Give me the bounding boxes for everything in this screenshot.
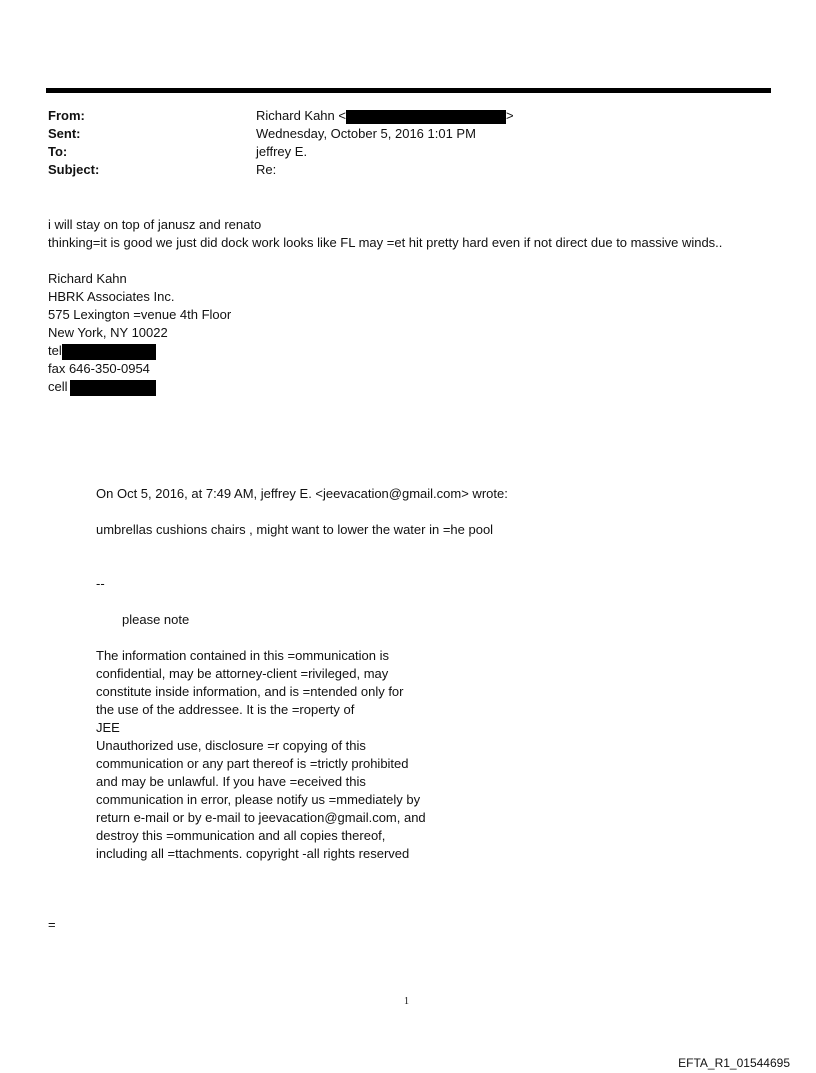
disclaimer-line: and may be unlawful. If you have =eceived this <box>96 774 366 789</box>
from-value <box>256 108 514 124</box>
redaction-box <box>70 380 156 396</box>
page-number: 1 <box>404 996 409 1007</box>
sent-value: Wednesday, October 5, 2016 1:01 PM <box>256 126 476 141</box>
disclaimer-line: return e-mail or by e-mail to jeevacation@gmail.com, and <box>96 810 426 825</box>
disclaimer-line: constitute inside information, and is =ntended only for <box>96 684 404 699</box>
signature-cell <box>48 378 156 396</box>
signature-company: HBRK Associates Inc. <box>48 289 175 304</box>
from-name: Richard Kahn < <box>256 108 346 123</box>
body-line-1: i will stay on top of janusz and renato <box>48 217 262 232</box>
body-line-2: thinking=it is good we just did dock work looks like FL may =et hit pretty hard even if not direct due to massive winds.. <box>48 235 723 250</box>
redaction-box <box>346 110 506 124</box>
from-close: > <box>505 108 514 123</box>
disclaimer-line: including all =ttachments. copyright -all rights reserved <box>96 846 410 861</box>
disclaimer-line: confidential, may be attorney-client =rivileged, may <box>96 666 389 681</box>
subject-value: Re: <box>256 162 277 177</box>
signature-name: Richard Kahn <box>48 271 127 286</box>
subject-label: Subject: <box>48 162 100 177</box>
disclaimer-line: communication in error, please notify us =mmediately by <box>96 792 421 807</box>
disclaimer-line: JEE <box>96 720 120 735</box>
quoted-intro: On Oct 5, 2016, at 7:49 AM, jeffrey E. <jeevacation@gmail.com> wrote: <box>96 486 508 501</box>
trailer-mark: = <box>48 917 56 932</box>
quoted-message: umbrellas cushions chairs , might want to lower the water in =he pool <box>96 522 494 537</box>
document-id: EFTA_R1_01544695 <box>678 1056 790 1070</box>
from-label: From: <box>48 108 85 123</box>
disclaimer-line: destroy this =ommunication and all copies thereof, <box>96 828 386 843</box>
quoted-dashes: -- <box>96 576 105 591</box>
disclaimer-line: Unauthorized use, disclosure =r copying of this <box>96 738 366 753</box>
disclaimer-line: The information contained in this =ommunication is <box>96 648 390 663</box>
signature-address-2: New York, NY 10022 <box>48 325 168 340</box>
sent-label: Sent: <box>48 126 81 141</box>
cell-label: cell <box>48 379 68 394</box>
disclaimer-line: the use of the addressee. It is the =roperty of <box>96 702 355 717</box>
disclaimer-line: communication or any part thereof is =trictly prohibited <box>96 756 409 771</box>
signature-fax: fax 646-350-0954 <box>48 361 150 376</box>
to-label: To: <box>48 144 68 159</box>
quoted-note: please note <box>122 612 190 627</box>
signature-address-1: 575 Lexington =venue 4th Floor <box>48 307 232 322</box>
redaction-box <box>62 344 156 360</box>
tel-label: tel <box>48 343 62 358</box>
header-rule <box>46 88 771 93</box>
signature-tel <box>48 342 156 360</box>
to-value: jeffrey E. <box>256 144 308 159</box>
